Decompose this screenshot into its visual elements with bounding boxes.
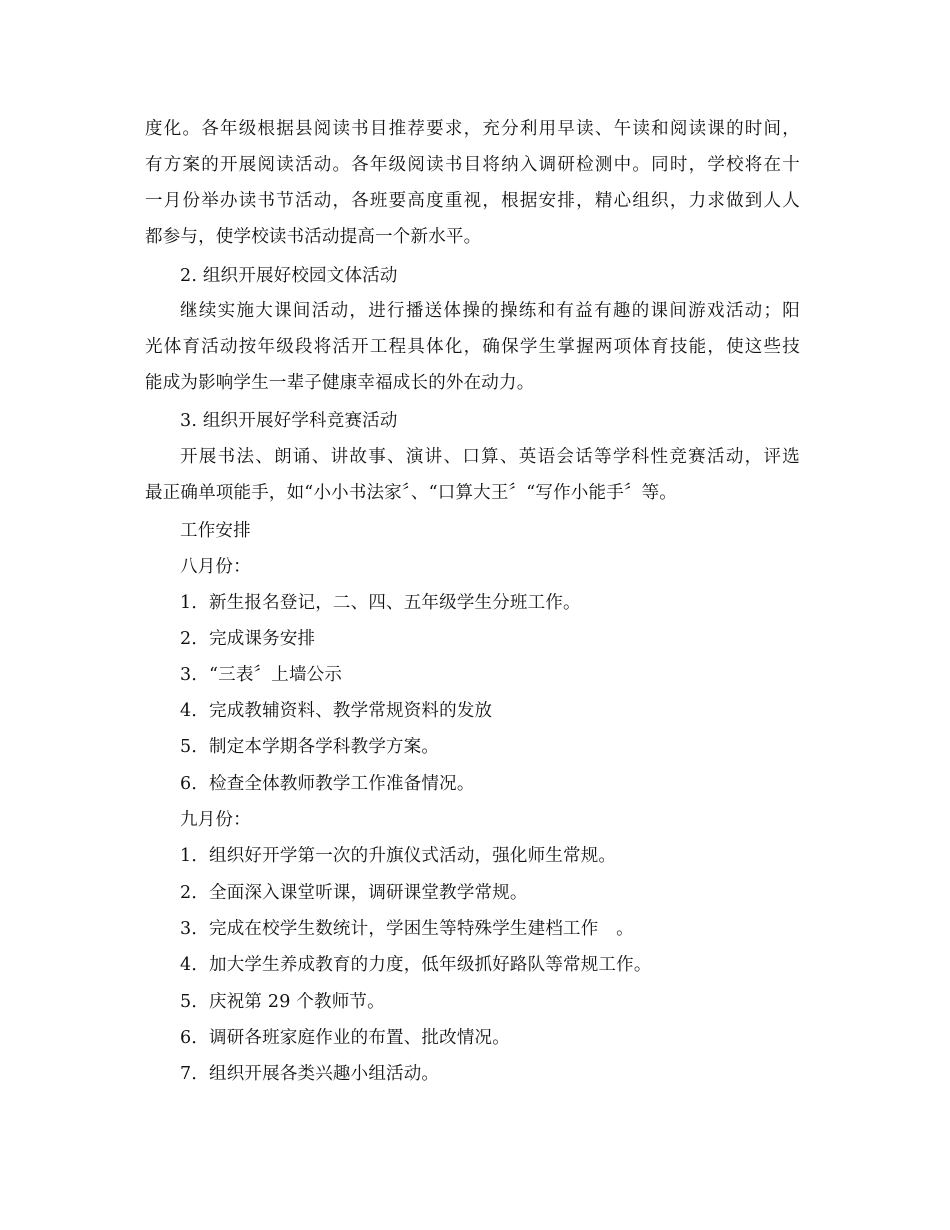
paragraph-reading-line-2: 有方案的开展阅读活动。各年级阅读书目将纳入调研检测中。同时，学校将在十 — [145, 155, 800, 175]
paragraph-sports-line-2: 光体育活动按年级段将活开工程具体化，确保学生掌握两项体育技能，使这些技 — [145, 337, 800, 357]
september-item-4: 4．加大学生养成教育的力度，低年级抓好路队等常规工作。 — [180, 955, 652, 975]
september-item-5: 5．庆祝第 29 个教师节。 — [180, 992, 385, 1012]
august-item-2: 2．完成课务安排 — [180, 629, 316, 649]
paragraph-contest-line-1: 开展书法、朗诵、讲故事、演讲、口算、英语会话等学科性竞赛活动，评选 — [180, 447, 800, 467]
september-item-7: 7．组织开展各类兴趣小组活动。 — [180, 1064, 440, 1084]
august-title: 八月份： — [180, 557, 251, 577]
august-item-4: 4．完成教辅资料、教学常规资料的发放 — [180, 701, 493, 721]
work-schedule-title: 工作安排 — [180, 521, 251, 541]
paragraph-contest-line-2: 最正确单项能手，如“小小书法家〞、“口算大王〞“写作小能手〞等。 — [145, 483, 677, 503]
paragraph-reading-line-1: 度化。各年级根据县阅读书目推荐要求，充分利用早读、午读和阅读课的时间， — [145, 119, 800, 139]
section-heading-contest: 3. 组织开展好学科竞赛活动 — [180, 411, 398, 431]
august-item-6: 6．检查全体教师教学工作准备情况。 — [180, 774, 475, 794]
paragraph-sports-line-3: 能成为影响学生一辈子健康幸福成长的外在动力。 — [145, 373, 535, 393]
paragraph-reading-line-4: 都参与，使学校读书活动提高一个新水平。 — [145, 227, 482, 247]
section-heading-sports: 2. 组织开展好校园文体活动 — [180, 266, 398, 286]
september-item-1: 1．组织好开学第一次的升旗仪式活动，强化师生常规。 — [180, 846, 617, 866]
august-item-1: 1．新生报名登记，二、四、五年级学生分班工作。 — [180, 593, 581, 613]
paragraph-reading-line-3: 一月份举办读书节活动，各班要高度重视，根据安排，精心组织，力求做到人人 — [145, 191, 800, 211]
august-item-3: 3．“三表〞上墙公示 — [180, 665, 343, 685]
september-item-6: 6．调研各班家庭作业的布置、批改情况。 — [180, 1028, 510, 1048]
august-item-5: 5．制定本学期各学科教学方案。 — [180, 737, 440, 757]
september-item-2: 2．全面深入课堂听课，调研课堂教学常规。 — [180, 883, 528, 903]
september-item-3: 3．完成在校学生数统计，学困生等特殊学生建档工作 。 — [180, 919, 634, 939]
september-title: 九月份： — [180, 810, 251, 830]
paragraph-sports-line-1: 继续实施大课间活动，进行播送体操的操练和有益有趣的课间游戏活动；阳 — [180, 301, 800, 321]
